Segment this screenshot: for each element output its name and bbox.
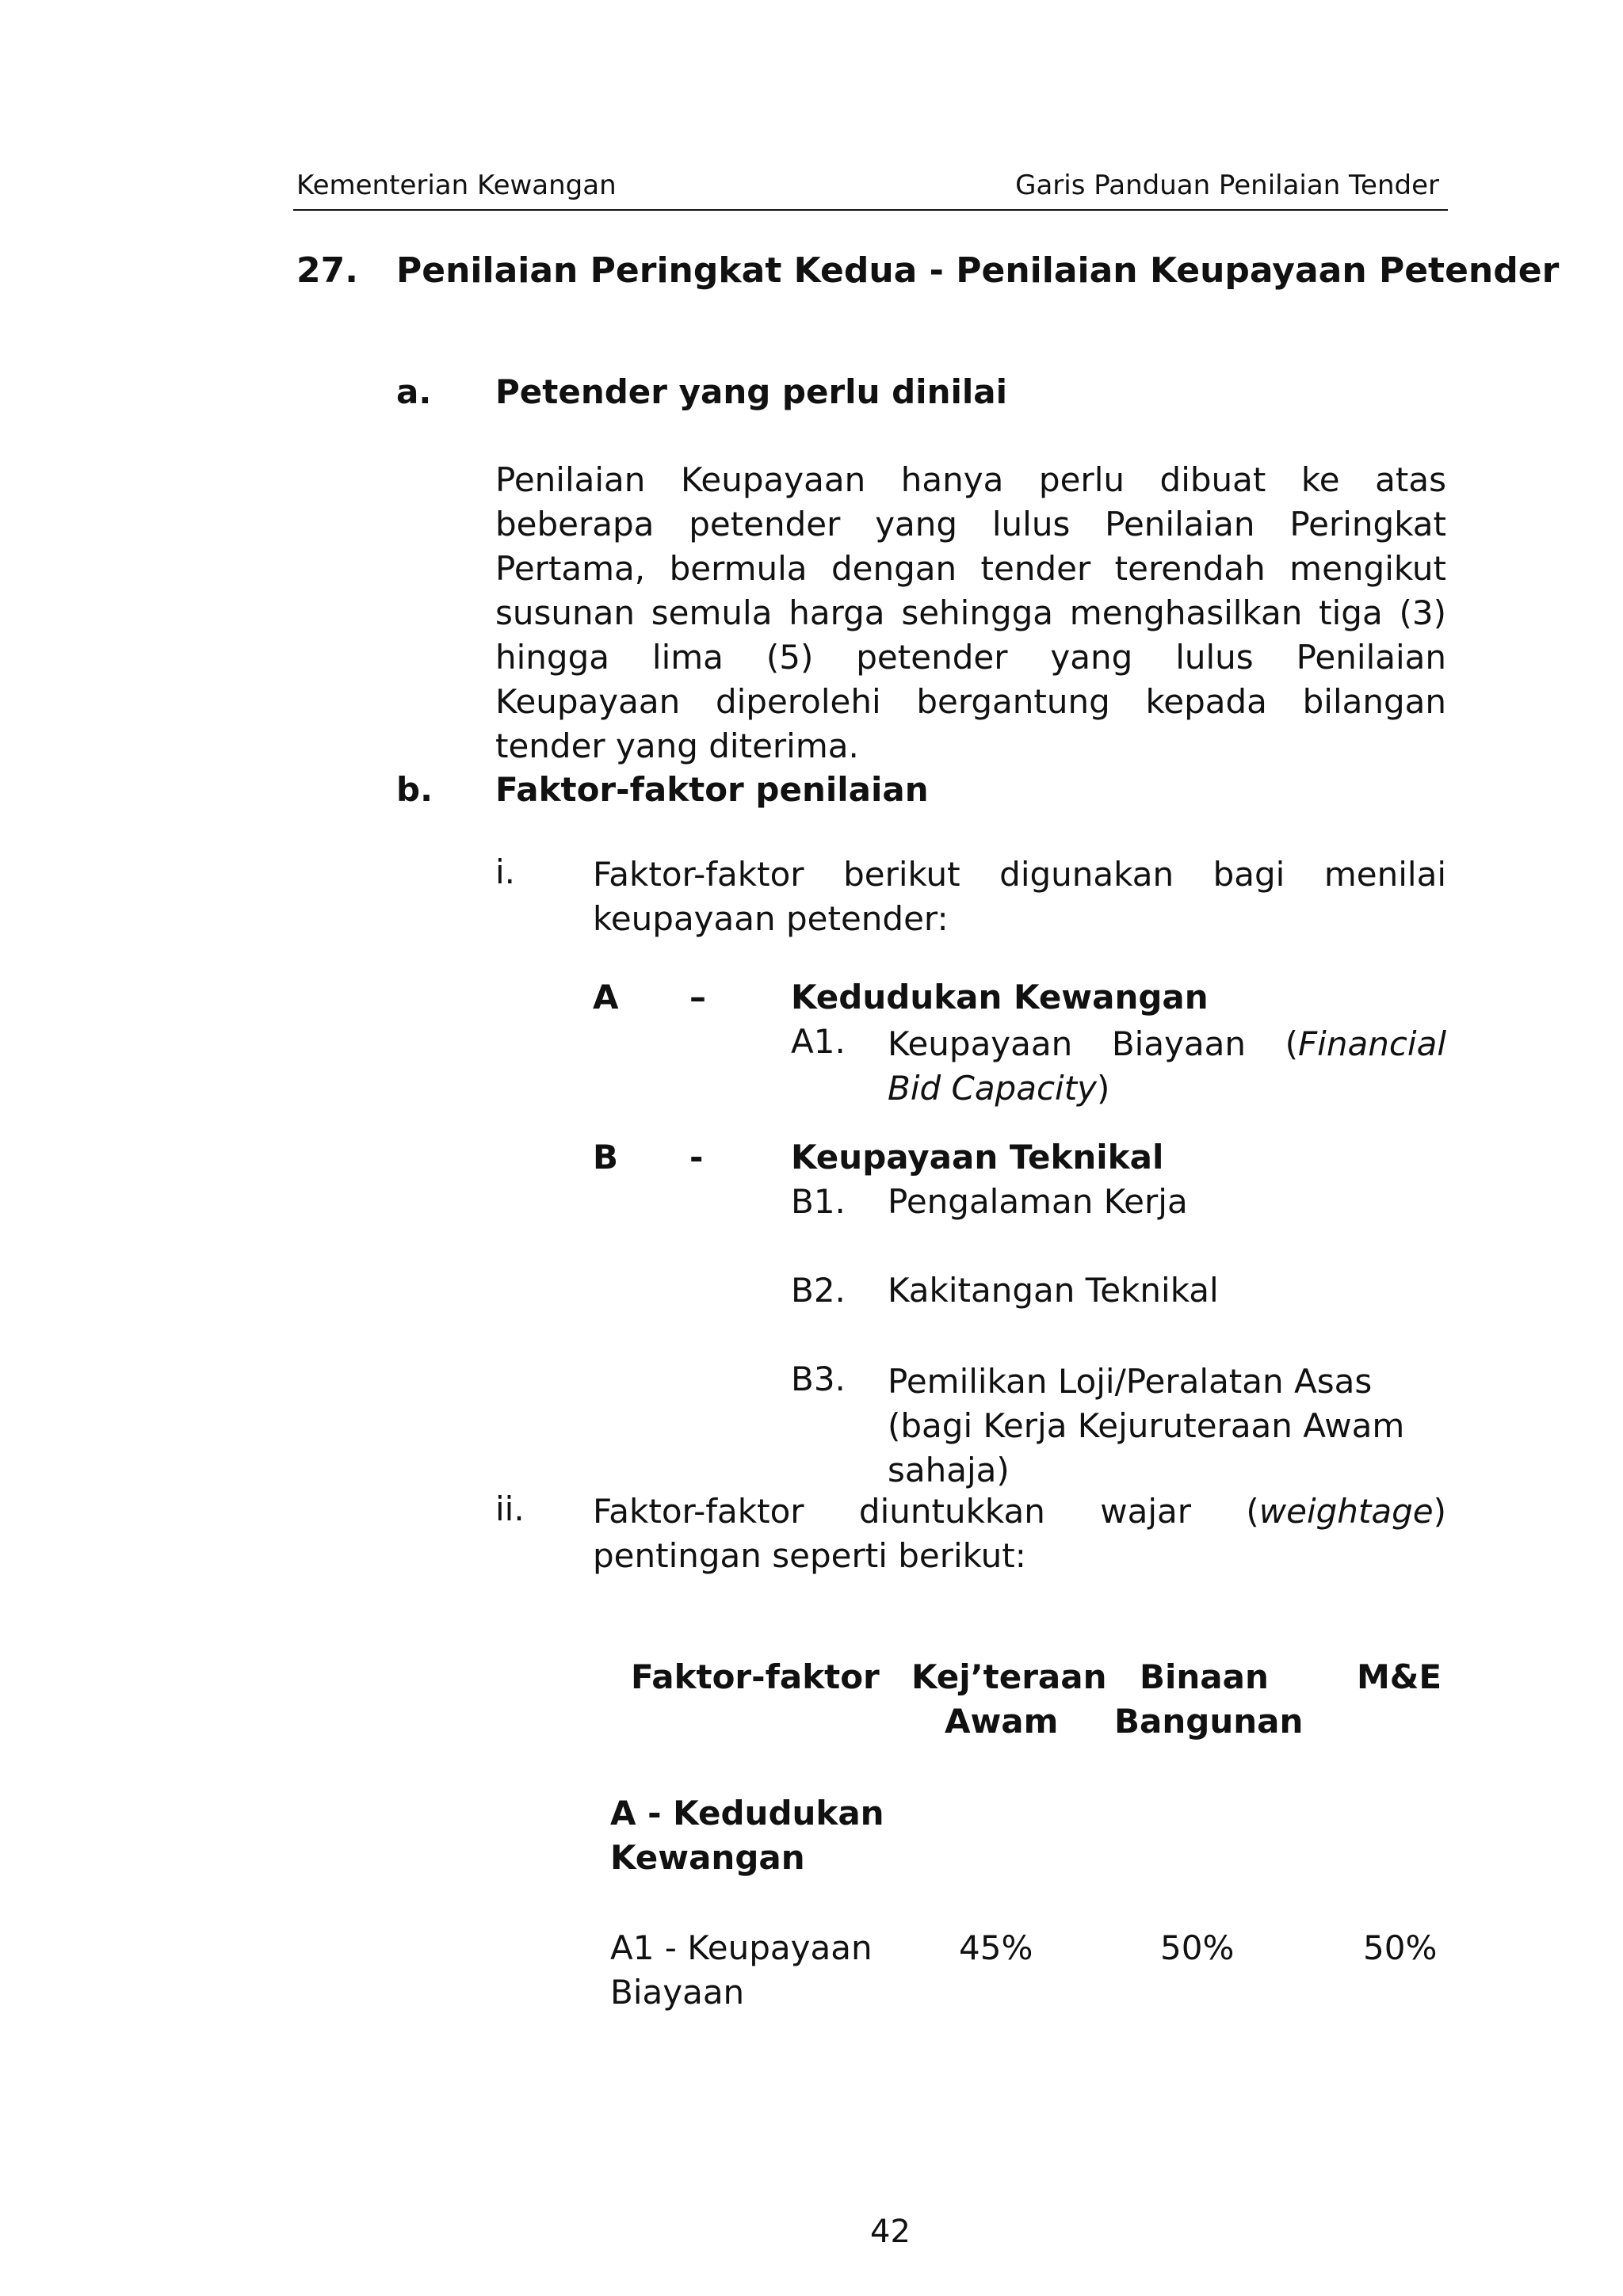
table-cell-a1-civil: 45% [959,1928,1033,1967]
table-header-civil-line1: Kej’teraan [911,1657,1107,1696]
table-cell-a1-me: 50% [1363,1928,1438,1967]
factor-b-dash: - [689,1138,704,1177]
factor-b-letter: B [593,1138,619,1177]
factor-b3-text: Pemilikan Loji/Peralatan Asas (bagi Kerja Kejuruteraan Awam sahaja) [888,1362,1405,1489]
header-right: Garis Panduan Penilaian Tender [1015,170,1439,201]
sub-b-label: b. [396,770,433,809]
sub-a-paragraph: Penilaian Keupayaan hanya perlu dibuat ke atas beberapa petender yang lulus Penilaian Peringkat Pertama, bermula dengan tender terendah mengikut susunan semula harga sehingga menghasilkan tiga (3) hingga lima (5) petender yang lulus Penilaian Keupayaan diperolehi bergantung kepada bilangan tender yang diterima. [495,460,1446,765]
table-cell-a1-building: 50% [1160,1928,1235,1967]
factor-a-letter: A [593,978,619,1016]
table-row-a1-label-line2: Biayaan [610,1973,745,2012]
table-group-a-line2: Kewangan [610,1838,805,1877]
factor-b1-code: B1. [791,1182,846,1221]
table-header-factors: Faktor-faktor [631,1657,880,1696]
sub-a-label: a. [396,372,432,411]
sub-b-heading: Faktor-faktor penilaian [495,770,929,809]
header-rule [293,209,1448,211]
factor-a1-code: A1. [791,1022,846,1061]
factor-b2-text: Kakitangan Teknikal [888,1271,1219,1310]
item-ii-text: Faktor-faktor diuntukkan wajar (weightage) pentingan seperti berikut: [593,1492,1446,1575]
table-header-building-line2: Bangunan [1114,1702,1304,1741]
item-i-label: i. [495,852,516,891]
factor-a1-text: Keupayaan Biayaan (Financial Bid Capacity) [888,1024,1446,1108]
table-header-civil-line2: Awam [945,1702,1059,1741]
factor-b-title: Keupayaan Teknikal [791,1138,1164,1177]
factor-b1-text: Pengalaman Kerja [888,1182,1188,1221]
item-i-text: Faktor-faktor berikut digunakan bagi menilai keupayaan petender: [593,855,1446,938]
item-ii-label: ii. [495,1489,525,1528]
table-group-a-line1: A - Kedudukan [610,1794,884,1833]
table-header-me: M&E [1357,1657,1442,1696]
factor-a-title: Kedudukan Kewangan [791,978,1209,1016]
factor-a-dash: – [689,978,706,1016]
page-number: 42 [870,2214,911,2250]
header-left: Kementerian Kewangan [296,170,617,201]
factor-b3-code: B3. [791,1360,846,1398]
section-title: Penilaian Peringkat Kedua - Penilaian Keupayaan Petender [396,250,1560,291]
table-header-building-line1: Binaan [1140,1657,1269,1696]
table-row-a1-label-line1: A1 - Keupayaan [610,1928,873,1967]
factor-b2-code: B2. [791,1271,846,1310]
sub-a-heading: Petender yang perlu dinilai [495,372,1007,411]
section-number: 27. [296,250,358,291]
